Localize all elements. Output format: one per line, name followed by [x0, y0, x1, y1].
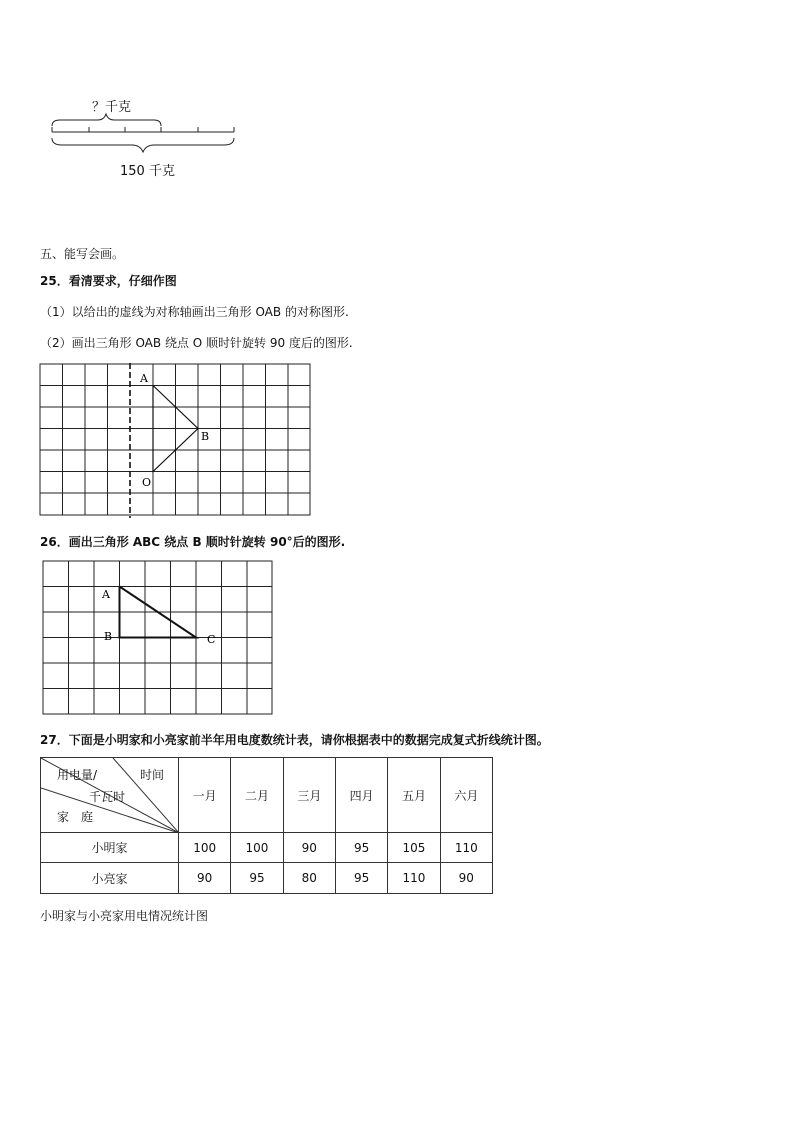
- q25-grid-figure: [39, 363, 313, 519]
- q25-label-o: O: [142, 476, 152, 489]
- month-header: 二月: [231, 758, 283, 833]
- usage-value: 110: [388, 863, 440, 894]
- section-heading: 五、能写会画。: [40, 247, 125, 261]
- usage-value: 105: [388, 833, 440, 863]
- usage-value: 95: [335, 863, 387, 894]
- q26-grid-figure: [42, 560, 276, 718]
- q26-label-a: A: [102, 588, 110, 601]
- usage-value: 80: [283, 863, 335, 894]
- usage-value: 100: [179, 833, 231, 863]
- header-corner-bottom: 家 庭: [57, 810, 94, 824]
- header-corner-middle: 千瓦时: [89, 790, 126, 804]
- q25-grid: [40, 364, 310, 515]
- q25-title: 25．看清要求，仔细作图: [40, 274, 177, 288]
- bracket-diagram: [40, 112, 245, 160]
- header-corner-top-left: 用电量/: [57, 768, 98, 782]
- chart-caption: 小明家与小亮家用电情况统计图: [40, 909, 209, 923]
- q25-label-a: A: [140, 372, 148, 385]
- usage-value: 95: [335, 833, 387, 863]
- month-header: 四月: [335, 758, 387, 833]
- usage-value: 90: [283, 833, 335, 863]
- usage-value: 110: [440, 833, 492, 863]
- month-header: 六月: [440, 758, 492, 833]
- table-row: [41, 863, 493, 894]
- month-header: 三月: [283, 758, 335, 833]
- q25-part1: （1）以给出的虚线为对称轴画出三角形 OAB 的对称图形.: [40, 305, 349, 319]
- q26-title: 26．画出三角形 ABC 绕点 B 顺时针旋转 90°后的图形.: [40, 535, 346, 549]
- usage-value: 95: [231, 863, 283, 894]
- bracket-top-label: ？千克: [92, 100, 132, 115]
- bracket-bottom-label: 150 千克: [120, 164, 175, 179]
- usage-value: 100: [231, 833, 283, 863]
- q26-label-b: B: [104, 630, 113, 643]
- month-header: 一月: [179, 758, 231, 833]
- q25-part2: （2）画出三角形 OAB 绕点 O 顺时针旋转 90 度后的图形.: [40, 336, 353, 350]
- usage-value: 90: [440, 863, 492, 894]
- table-row: [41, 833, 493, 863]
- usage-value: 90: [179, 863, 231, 894]
- q26-label-c: C: [207, 633, 216, 646]
- header-corner-top-right: 时间: [140, 768, 165, 782]
- family-name: 小亮家: [41, 863, 179, 894]
- electricity-usage-table: [40, 757, 493, 894]
- family-name: 小明家: [41, 833, 179, 863]
- q25-label-b: B: [201, 430, 210, 443]
- month-header: 五月: [388, 758, 440, 833]
- table-header-corner: [41, 758, 179, 833]
- q27-title: 27．下面是小明家和小亮家前半年用电度数统计表，请你根据表中的数据完成复式折线统计图。: [40, 733, 549, 747]
